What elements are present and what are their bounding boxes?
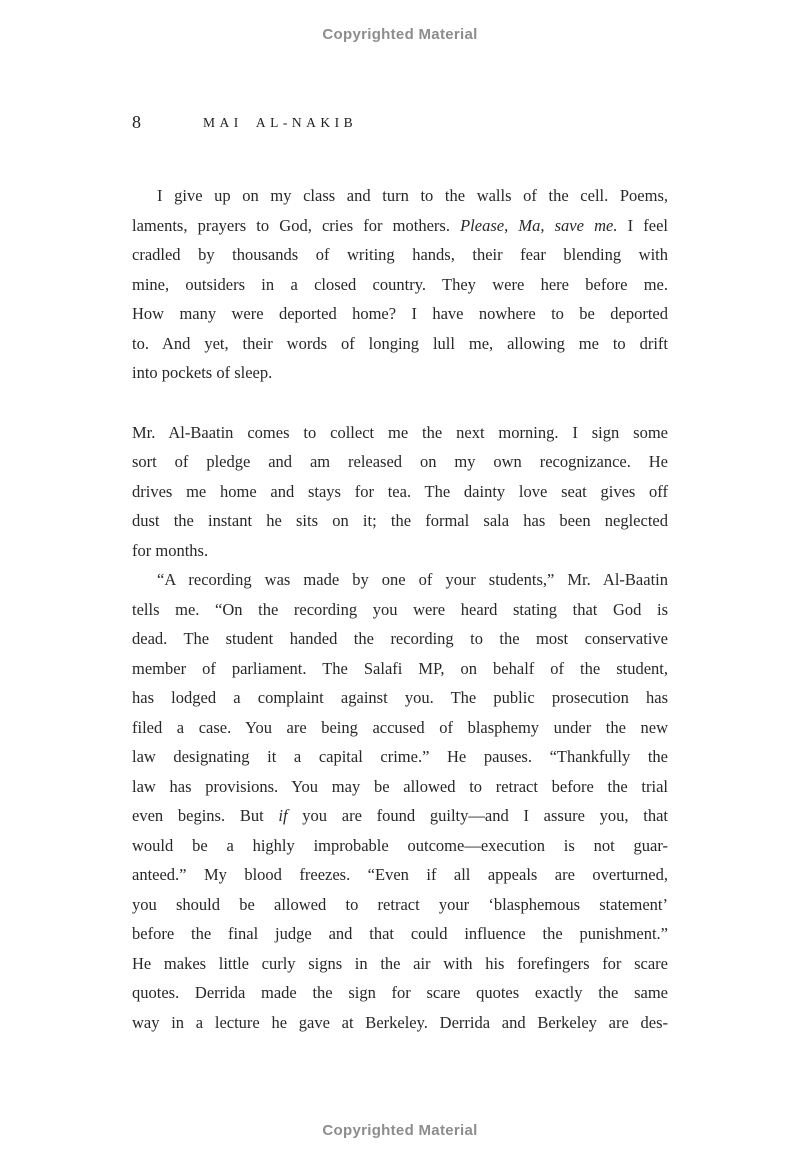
page-number: 8 — [132, 112, 141, 132]
text-line: quotes. Derrida made the sign for scare quotes exactly the same — [132, 983, 668, 1002]
text-line: anteed.” My blood freezes. “Even if all appeals are overturned, — [132, 865, 668, 884]
text-line: “A recording was made by one of your students,” Mr. Al-Baatin — [157, 570, 668, 589]
text-line: way in a lecture he gave at Berkeley. Derrida and Berkeley are des- — [132, 1012, 668, 1032]
text-line: drives me home and stays for tea. The dainty love seat gives off — [132, 481, 668, 501]
text-line: would be a highly improbable outcome—execution is not guar- — [132, 835, 668, 855]
text-line: law designating it a capital crime.” He pauses. “Thankfully the — [132, 747, 668, 766]
text-line: How many were deported home? I have nowhere to be deported — [132, 304, 668, 323]
text-line: for months. — [132, 540, 209, 560]
copyright-notice-bottom: Copyrighted Material — [322, 1122, 478, 1139]
text-line: even begins. But if you are found guilty—and I assure you, that — [132, 806, 668, 825]
text-line: law has provisions. You may be allowed to retract before the trial — [132, 776, 668, 796]
text-line: dust the instant he sits on it; the formal sala has been neglected — [132, 511, 668, 530]
text-line: mine, outsiders in a closed country. They were here before me. — [132, 274, 668, 294]
text-line: laments, prayers to God, cries for mothers. Please, Ma, save me. I feel — [132, 215, 668, 235]
text-line: cradled by thousands of writing hands, their fear blending with — [132, 245, 668, 264]
author-name: MAI AL-NAKIB — [203, 115, 358, 130]
text-line: filed a case. You are being accused of blasphemy under the new — [132, 717, 668, 737]
copyright-notice-top: Copyrighted Material — [322, 26, 478, 43]
paragraph — [132, 181, 668, 388]
text-line: member of parliament. The Salafi MP, on behalf of the student, — [132, 658, 668, 678]
text-line: sort of pledge and am released on my own recognizance. He — [132, 452, 668, 471]
running-header — [132, 112, 668, 134]
page-body — [132, 181, 668, 1037]
text-line: He makes little curly signs in the air with his forefingers for scare — [132, 953, 668, 973]
text-line: Mr. Al-Baatin comes to collect me the next morning. I sign some — [132, 422, 668, 442]
text-line: dead. The student handed the recording to the most conservative — [132, 629, 668, 648]
text-line: into pockets of sleep. — [132, 363, 273, 382]
text-line: to. And yet, their words of longing lull me, allowing me to drift — [132, 333, 668, 353]
text-line: I give up on my class and turn to the walls of the cell. Poems, — [157, 186, 668, 205]
paragraph — [132, 565, 668, 1037]
text-line: has lodged a complaint against you. The public prosecution has — [132, 688, 668, 707]
text-line: tells me. “On the recording you were heard stating that God is — [132, 599, 668, 619]
paragraph — [132, 418, 668, 566]
text-line: you should be allowed to retract your ‘blasphemous statement’ — [132, 894, 668, 914]
text-line: before the final judge and that could influence the punishment.” — [132, 924, 668, 943]
